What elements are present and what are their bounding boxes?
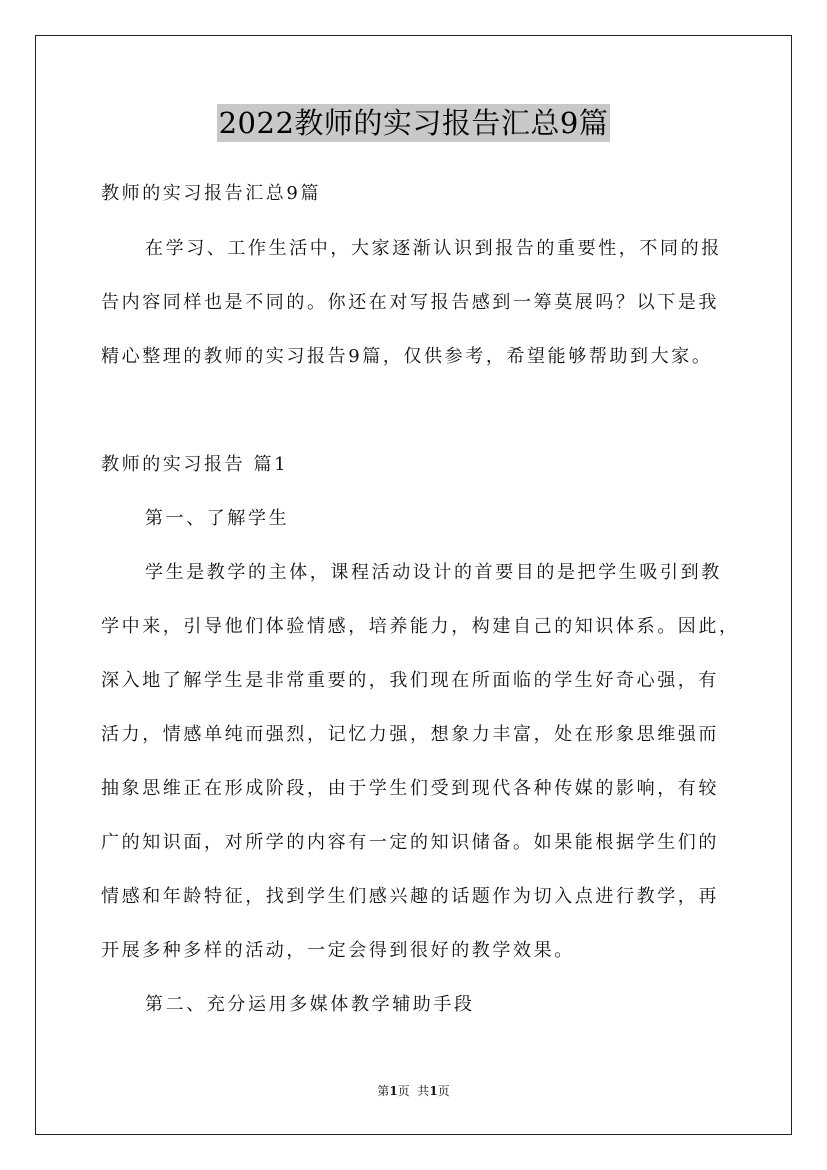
point1-line: 学中来，引导他们体验情感，培养能力，构建自己的知识体系。因此， <box>101 616 740 637</box>
footer-page-number: 1 <box>389 1084 398 1098</box>
intro-line: 在学习、工作生活中，大家逐渐认识到报告的重要性，不同的报 <box>145 238 722 259</box>
point1-line: 抽象思维正在形成阶段，由于学生们受到现代各种传媒的影响，有较 <box>101 778 719 799</box>
section-heading: 教师的实习报告 篇1 <box>101 454 289 475</box>
point1-line: 情感和年龄特征，找到学生们感兴趣的话题作为切入点进行教学，再 <box>101 886 719 907</box>
intro-line: 告内容同样也是不同的。你还在对写报告感到一筹莫展吗？以下是我 <box>101 292 719 313</box>
page-footer <box>0 1083 827 1099</box>
document-subtitle: 教师的实习报告汇总9篇 <box>101 183 322 204</box>
document-title-text: 2022教师的实习报告汇总9篇 <box>218 106 609 140</box>
point1-line: 开展多种多样的活动，一定会得到很好的教学效果。 <box>101 940 575 961</box>
point2-heading: 第二、充分运用多媒体教学辅助手段 <box>145 994 475 1015</box>
point1-line: 深入地了解学生是非常重要的，我们现在所面临的学生好奇心强，有 <box>101 670 719 691</box>
point1-heading: 第一、了解学生 <box>145 508 290 529</box>
intro-line: 精心整理的教师的实习报告9篇，仅供参考，希望能够帮助到大家。 <box>101 346 713 367</box>
footer-suffix: 页 <box>437 1084 450 1098</box>
footer-mid: 页 共 <box>397 1084 430 1098</box>
footer-total-pages: 1 <box>429 1084 438 1098</box>
document-title <box>0 104 827 142</box>
point1-line: 活力，情感单纯而强烈，记忆力强，想象力丰富，处在形象思维强而 <box>101 724 719 745</box>
point1-line: 学生是教学的主体，课程活动设计的首要目的是把学生吸引到教 <box>145 562 722 583</box>
point1-line: 广的知识面，对所学的内容有一定的知识储备。如果能根据学生们的 <box>101 832 719 853</box>
footer-prefix: 第 <box>377 1084 390 1098</box>
